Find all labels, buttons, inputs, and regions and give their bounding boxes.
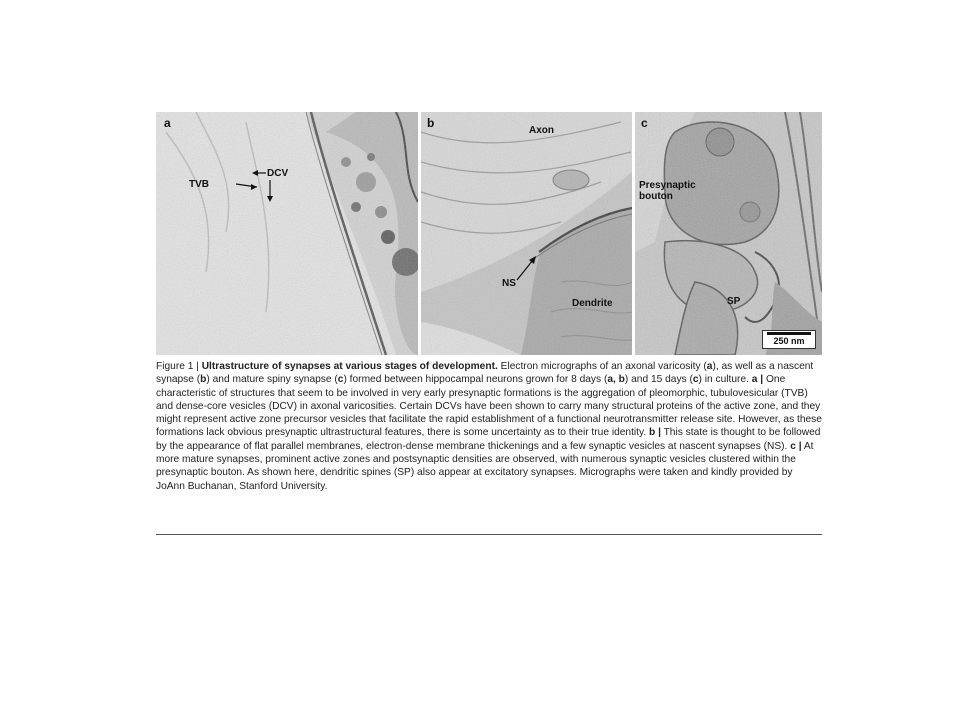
annotation-axon: Axon: [529, 125, 554, 136]
annotation-presynaptic-bouton: [639, 180, 696, 202]
panel-label-a: a: [164, 116, 171, 130]
scale-bar-line: [767, 332, 811, 335]
caption-paragraph: [156, 360, 822, 493]
caption-text-7: One characteristic of structures that seem to be involved in very early presynaptic formations is the aggregation of pleomorphic, tubulovesicular (TVB) and dense-core vesicles (DCV) in axonal varicosities. Certain DCVs have been shown to carry many structural proteins of the active zone, and they might represent active zone precursor vesicles that facilitate the rapid establishment of a functional neurotransmitter release site. However, as these formations lack obvious presynaptic ultrastructural features, there is some uncertainty as to their true identity.: [156, 374, 822, 439]
caption-section-b: b |: [649, 427, 661, 439]
caption-text-8: This state is thought to be followed by the appearance of flat parallel membranes, electron-dense membrane thickenings and a few synaptic vesicles at nascent synapses (NS).: [156, 427, 821, 452]
annotation-presynaptic-line2: bouton: [639, 191, 673, 202]
caption-text-2: ), as well as a nascent synapse (: [156, 361, 814, 386]
scale-bar: [762, 330, 816, 349]
caption-ref-c: c: [337, 374, 344, 386]
caption-text-4: ) formed between hippocampal neurons grown for 8 days (: [343, 374, 608, 386]
panel-label-b: b: [427, 116, 435, 130]
micrograph-b-image: [421, 112, 632, 355]
annotation-presynaptic-line1: Presynaptic: [639, 180, 696, 191]
caption-ref-ab: a, b: [607, 374, 625, 386]
caption-section-c: c |: [790, 440, 802, 452]
caption-text-5: ) and 15 days (: [624, 374, 693, 386]
micrograph-panel-a: [156, 112, 418, 355]
annotation-dcv: DCV: [267, 168, 289, 179]
panel-label-c: c: [641, 116, 648, 130]
micrograph-c-image: [635, 112, 822, 355]
caption-text-1: Electron micrographs of an axonal varicosity (: [500, 361, 707, 372]
caption-title: Ultrastructure of synapses at various stages of development.: [201, 361, 498, 372]
annotation-tvb: TVB: [189, 179, 209, 190]
caption-ref-a: a: [706, 361, 713, 372]
caption-section-a: a |: [751, 374, 764, 386]
caption-text-9: At more mature synapses, prominent active zones and postsynaptic densities are observed, with numerous synaptic vesicles clustered within the presynaptic bouton. As shown here, dendritic spines (SP) also appear at excitatory synapses. Micrographs were taken and kindly provided by JoAnn Buchanan, Stanford University.: [156, 440, 814, 492]
micrograph-panel-c: [635, 112, 822, 355]
caption-text-3: ) and mature spiny synapse (: [206, 374, 338, 386]
micrograph-panel-b: [421, 112, 632, 355]
annotation-dendrite: Dendrite: [572, 298, 613, 309]
caption-ref-c-2: c: [692, 374, 699, 386]
annotation-sp: SP: [727, 296, 741, 307]
annotation-ns: NS: [502, 278, 516, 289]
caption-text-6: ) in culture.: [698, 374, 749, 386]
scale-bar-label: 250 nm: [773, 336, 805, 346]
micrograph-panels: [156, 112, 822, 355]
micrograph-a-image: [156, 112, 418, 355]
caption-ref-b: b: [200, 374, 207, 386]
figure-caption: [156, 360, 822, 493]
caption-figure-number: Figure 1 |: [156, 361, 199, 372]
caption-bottom-rule: [156, 534, 822, 535]
